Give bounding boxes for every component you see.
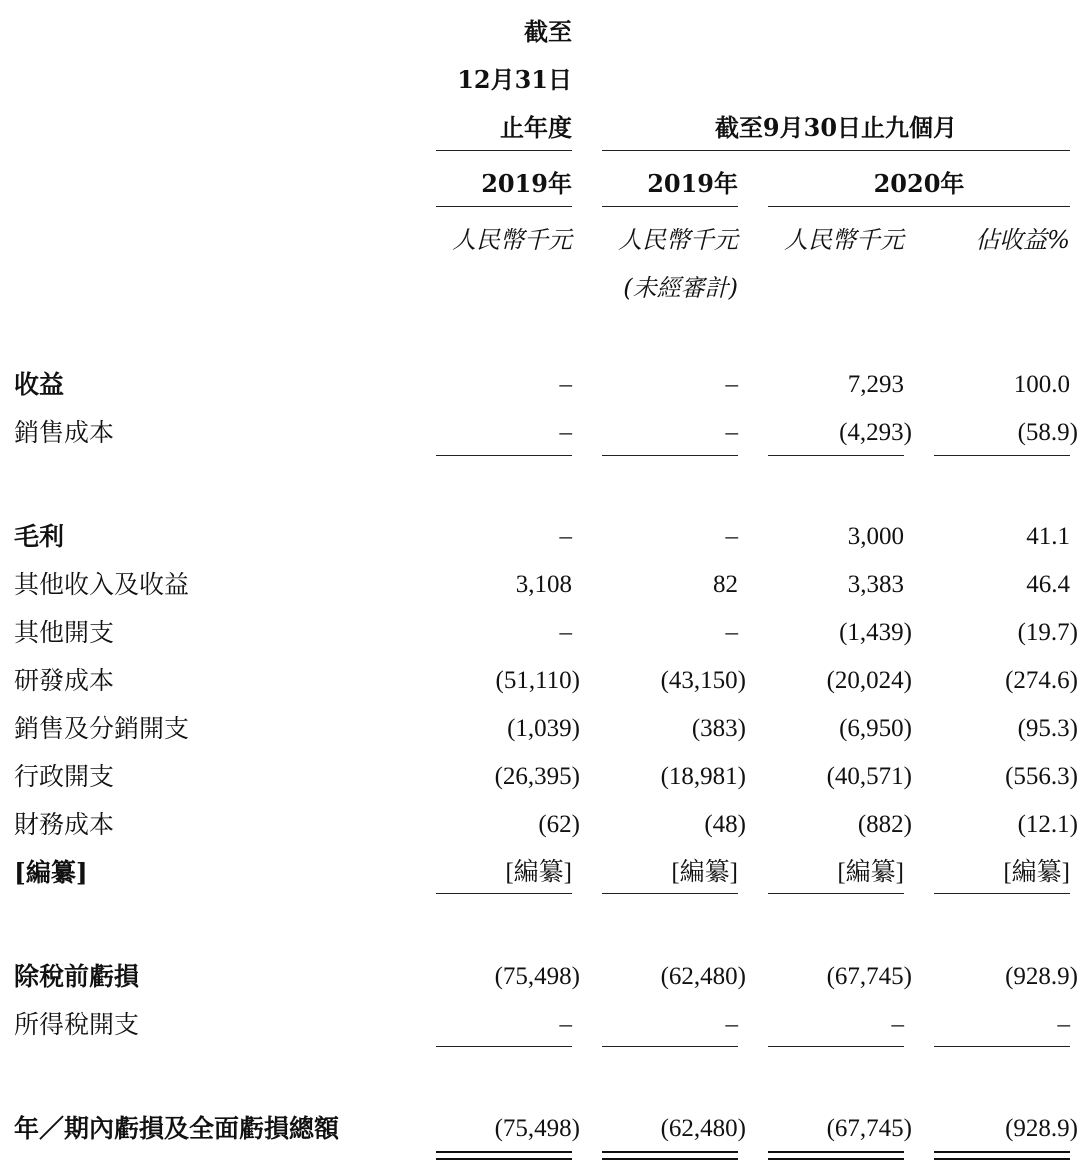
row-label: 除稅前虧損 (14, 962, 140, 991)
row-value: (928.9) (1005, 1115, 1078, 1142)
row-value: – (725, 619, 738, 646)
subtotal-rule (768, 455, 904, 456)
row-value: (62,480) (660, 963, 746, 990)
row-value: – (559, 619, 572, 646)
year-header-1: 2019年 (481, 169, 572, 198)
row-value: (62,480) (660, 1115, 746, 1142)
row-value: 3,383 (847, 571, 904, 598)
row-value: 3,108 (515, 571, 572, 598)
row-value: (383) (691, 715, 746, 742)
row-label: 毛利 (14, 522, 65, 551)
row-value: – (725, 371, 738, 398)
row-value: (12.1) (1017, 811, 1078, 838)
row-label: 其他開支 (14, 618, 115, 647)
row-label: 年／期內虧損及全面虧損總額 (14, 1114, 340, 1143)
row-value: [編纂] (837, 859, 904, 886)
row-value: (1,039) (507, 715, 580, 742)
row-value: – (725, 419, 738, 446)
row-label: 研發成本 (14, 666, 115, 695)
row-value: – (1057, 1011, 1070, 1038)
row-value: (26,395) (494, 763, 580, 790)
unit-header-4: 佔收益% (975, 226, 1070, 254)
row-value: (62) (538, 811, 580, 838)
row-value: 3,000 (847, 523, 904, 550)
row-label: 所得稅開支 (14, 1010, 140, 1039)
row-value: (43,150) (660, 667, 746, 694)
subtotal-rule (602, 455, 738, 456)
subtotal-rule (934, 455, 1070, 456)
row-label: 收益 (14, 370, 65, 399)
row-value: (4,293) (839, 419, 912, 446)
row-value: (67,745) (826, 963, 912, 990)
subtotal-rule (934, 893, 1070, 894)
col1-header-line1: 截至 (524, 17, 572, 46)
year-header-2: 2019年 (647, 169, 738, 198)
subtotal-rule (934, 1046, 1070, 1047)
row-value: (1,439) (839, 619, 912, 646)
row-value: – (725, 1011, 738, 1038)
subtotal-rule (436, 893, 572, 894)
row-label: 銷售成本 (14, 418, 115, 447)
total-double-rule (602, 1151, 738, 1160)
row-value: – (559, 523, 572, 550)
subtotal-rule (768, 1046, 904, 1047)
row-value: (928.9) (1005, 963, 1078, 990)
row-value: (75,498) (494, 1115, 580, 1142)
row-label: [編纂] (14, 858, 88, 887)
unit-header-1: 人民幣千元 (452, 226, 572, 254)
subtotal-rule (602, 1046, 738, 1047)
row-value: (19.7) (1017, 619, 1078, 646)
total-double-rule (934, 1151, 1070, 1160)
row-value: [編纂] (671, 859, 738, 886)
unit-header-3: 人民幣千元 (784, 226, 904, 254)
row-value: (18,981) (660, 763, 746, 790)
row-value: – (559, 371, 572, 398)
col1-header-line2: 12月31日 (457, 65, 572, 94)
total-double-rule (436, 1151, 572, 1160)
row-value: 7,293 (847, 371, 904, 398)
row-value: (6,950) (839, 715, 912, 742)
row-label: 行政開支 (14, 762, 115, 791)
row-value: – (891, 1011, 904, 1038)
row-value: (51,110) (495, 667, 580, 694)
row-value: [編纂] (1003, 859, 1070, 886)
row-value: 41.1 (1026, 523, 1070, 550)
unaudited-note: (未經審計) (623, 274, 738, 302)
year-rule-3 (768, 206, 1070, 207)
year-header-3: 2020年 (873, 169, 965, 198)
row-value: (274.6) (1005, 667, 1078, 694)
subtotal-rule (602, 893, 738, 894)
col1-header-line3: 止年度 (500, 113, 572, 142)
total-double-rule (768, 1151, 904, 1160)
row-label: 財務成本 (14, 810, 115, 839)
row-value: – (559, 1011, 572, 1038)
col1-header-rule (436, 150, 572, 151)
row-value: (882) (857, 811, 912, 838)
year-rule-1 (436, 206, 572, 207)
subtotal-rule (768, 893, 904, 894)
subtotal-rule (436, 1046, 572, 1047)
row-value: – (559, 419, 572, 446)
row-value: (95.3) (1017, 715, 1078, 742)
row-value: (556.3) (1005, 763, 1078, 790)
row-value: 82 (713, 571, 738, 598)
row-value: (75,498) (494, 963, 580, 990)
row-value: (58.9) (1017, 419, 1078, 446)
row-value: (20,024) (826, 667, 912, 694)
nine-months-group-header: 截至9月30日止九個月 (714, 113, 958, 142)
row-value: – (725, 523, 738, 550)
row-value: (67,745) (826, 1115, 912, 1142)
row-value: 100.0 (1013, 371, 1070, 398)
row-value: (40,571) (826, 763, 912, 790)
unit-header-2: 人民幣千元 (618, 226, 738, 254)
subtotal-rule (436, 455, 572, 456)
year-rule-2 (602, 206, 738, 207)
row-value: 46.4 (1026, 571, 1070, 598)
group-header-rule (602, 150, 1070, 151)
row-label: 銷售及分銷開支 (14, 714, 190, 743)
row-value: [編纂] (505, 859, 572, 886)
row-value: (48) (704, 811, 746, 838)
row-label: 其他收入及收益 (14, 570, 190, 599)
